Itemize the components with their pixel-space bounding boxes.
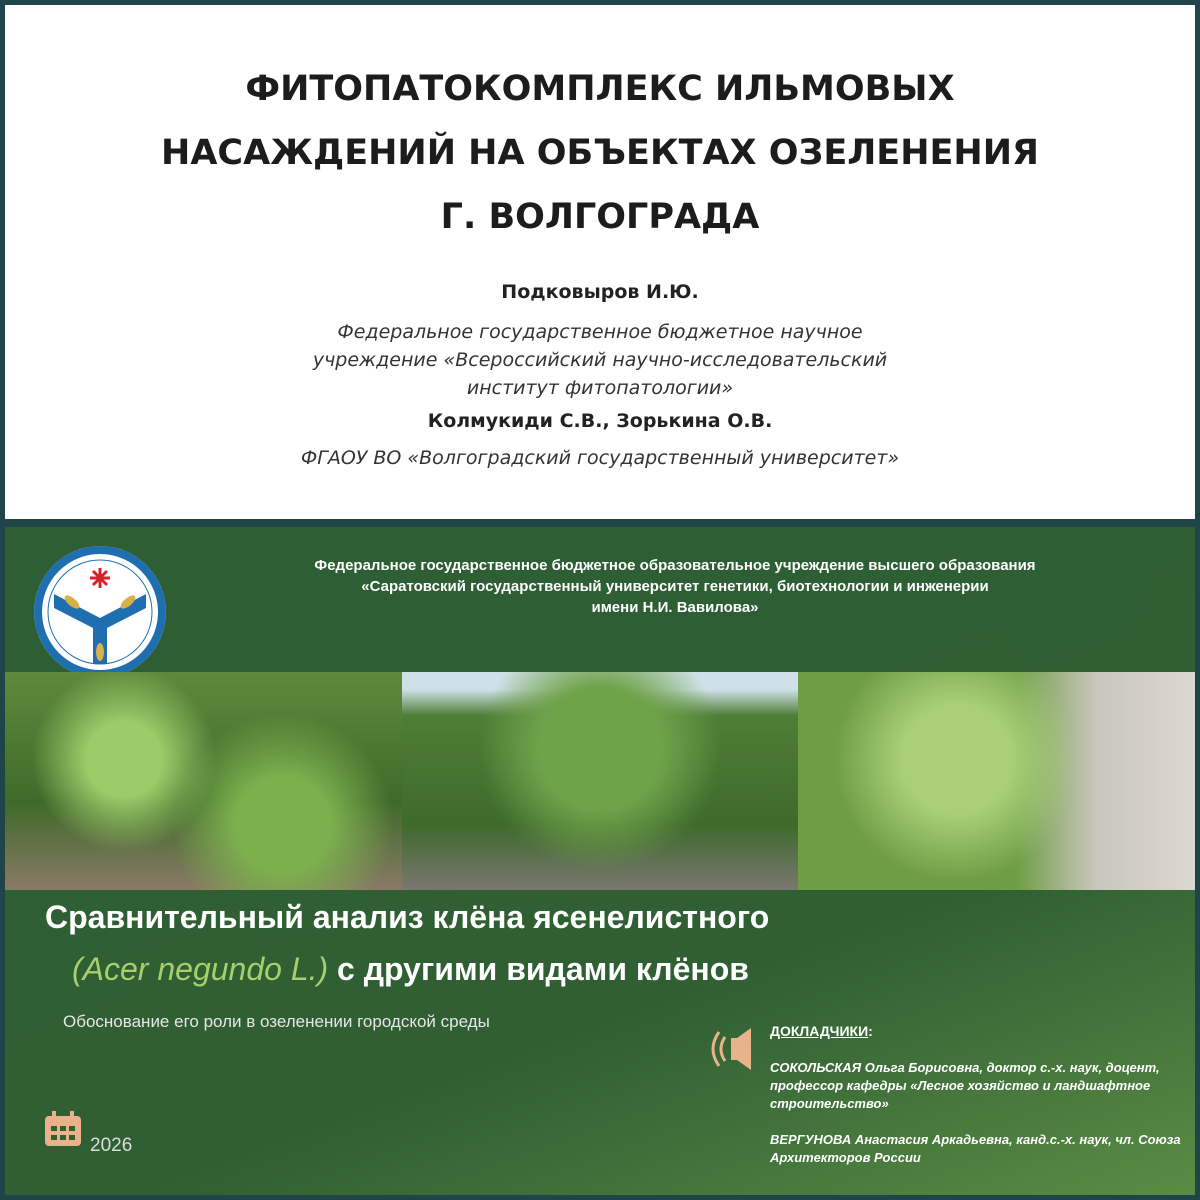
reporter-2: ВЕРГУНОВА Анастасия Аркадьевна, канд.с.-х. наук, чл. Союза Архитекторов России — [770, 1132, 1181, 1165]
speaker-icon — [707, 1024, 757, 1074]
organization-2: ФГАОУ ВО «Волгоградский государственный университет» — [300, 447, 900, 469]
latin-name: (Acer negundo L.) — [72, 951, 329, 987]
author-2: Колмукиди С.В., Зорькина О.В. — [427, 410, 773, 432]
calendar-icon — [43, 1110, 83, 1148]
slide2-title-line2: (Acer negundo L.) с другими видами клёнов — [72, 951, 749, 987]
year: 2026 — [90, 1135, 133, 1156]
author-1: Подковыров И.Ю. — [501, 281, 699, 303]
maple-photos — [5, 672, 1195, 890]
slide2-subtitle: Обоснование его роли в озеленении городской среды — [63, 1012, 490, 1031]
photo-maple-3 — [798, 672, 1195, 890]
reporters: ДОКЛАДЧИКИ: СОКОЛЬСКАЯ Ольга Борисовна, доктор с.-х. наук, доцент, профессор кафедры «Лесное хозяйство и ландшафтное строительство» ВЕРГУНОВА Анастасия Аркадьевна, канд.с.-х. наук, чл. Союза Архитекторов России — [770, 1023, 1190, 1185]
slide1-title: ФИТОПАТОКОМПЛЕКС ИЛЬМОВЫХ НАСАЖДЕНИЙ НА ОБЪЕКТАХ ОЗЕЛЕНЕНИЯ Г. ВОЛГОГРАДА — [161, 69, 1039, 237]
slide2-title-line1: Сравнительный анализ клёна ясенелистного — [45, 899, 770, 935]
slide-title-phytopathology — [5, 5, 1195, 519]
reporter-1: СОКОЛЬСКАЯ Ольга Борисовна, доктор с.-х. наук, доцент, профессор кафедры «Лесное хозяйство и ландшафтное строительство» — [770, 1060, 1160, 1111]
organization-1: Федеральное государственное бюджетное научное учреждение «Всероссийский научно-исследовательский институт фитопатологии» — [312, 321, 888, 399]
university-logo — [32, 544, 168, 680]
photo-maple-1 — [5, 672, 402, 890]
slide-maple-analysis — [5, 527, 1195, 1195]
photo-maple-2 — [402, 672, 799, 890]
reporters-heading: ДОКЛАДЧИКИ — [770, 1023, 869, 1039]
university-name: Федеральное государственное бюджетное образовательное учреждение высшего образования «Саратовский государственный университет генетики, биотехнологии и инженерии имени Н.И. Вавилова» — [314, 557, 1036, 616]
